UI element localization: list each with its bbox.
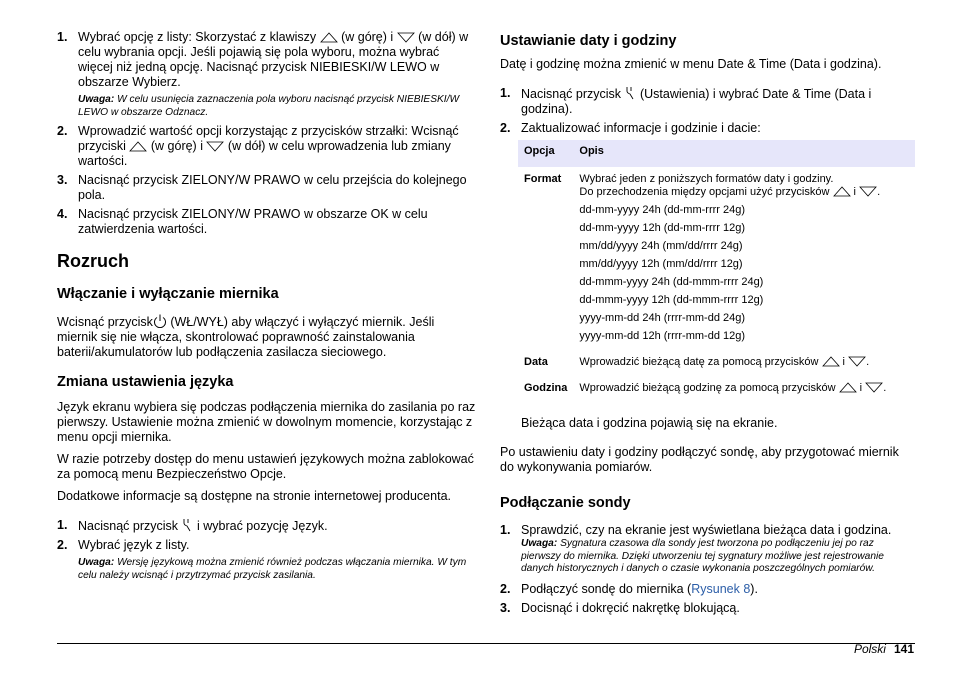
- table-header: Opis: [573, 140, 915, 167]
- paragraph: Język ekranu wybiera się podczas podłączenia miernika do zasilania po raz pierwszy. Ustawienie można zmienić w dowolnym momencie, korzystając z menu opcji miernika.: [57, 400, 476, 445]
- list-item: 1. Nacisnąć przycisk i wybrać pozycję Język.: [57, 518, 328, 534]
- wrench-icon: [625, 86, 637, 100]
- list-item: 2. Wprowadzić wartość opcji korzystając z przycisków strzałki: Wcisnąć przyciski (w górę) i (w dół) w celu wprowadzenia lub zmiany wartości.: [57, 124, 459, 169]
- list-item: 1. Sprawdzić, czy na ekranie jest wyświetlana bieżąca data i godzina.: [500, 523, 892, 537]
- list-item: 3. Docisnąć i dokręcić nakrętkę blokującą.: [500, 600, 740, 615]
- list-item: 2. Podłączyć sondę do miernika (Rysunek 8).: [500, 581, 758, 596]
- arrow-up-icon: [833, 186, 851, 197]
- wrench-icon: [182, 518, 194, 532]
- options-table: [518, 140, 915, 398]
- arrow-down-icon: [206, 141, 224, 152]
- list-item: 1. Nacisnąć przycisk (Ustawienia) i wybrać Date & Time (Data i godzina).: [500, 86, 872, 116]
- list-item: 2. Wybrać język z listy.: [57, 538, 190, 553]
- paragraph: W razie potrzeby dostęp do menu ustawień językowych można zablokować za pomocą menu Bezpieczeństwo Opcje.: [57, 452, 474, 482]
- arrow-up-icon: [839, 382, 857, 393]
- subsection-title-language: Zmiana ustawienia języka: [57, 374, 234, 391]
- paragraph: Po ustawieniu daty i godziny podłączyć sondę, aby przygotować miernik do wykonywania pomiarów.: [500, 445, 899, 474]
- note: Uwaga: W celu usunięcia zaznaczenia pola wyboru nacisnąć przycisk NIEBIESKI/W LEWO w obszarze Odznacz.: [78, 94, 460, 118]
- table-row: Data Wprowadzić bieżącą datę za pomocą przycisków i .: [524, 356, 870, 368]
- format-option: yyyy-mm-dd 24h (rrrr-mm-dd 24g): [579, 312, 746, 324]
- arrow-down-icon: [865, 382, 883, 393]
- page-footer: [854, 642, 914, 656]
- format-option: mm/dd/yyyy 24h (mm/dd/rrrr 24g): [579, 240, 743, 252]
- format-option: dd-mmm-yyyy 12h (dd-mmm-rrrr 12g): [579, 294, 764, 306]
- page-number: 141: [893, 642, 914, 656]
- list-item: 1. Wybrać opcję z listy: Skorzystać z klawiszy (w górę) i (w dół) w celu wybrania opcji. Jeśli pojawią się pola wyboru, można wybrać więcej niż jedną opcję. Nacisnąć przycisk NIEBIESKI/W LEWO w obszarze Wybierz.: [57, 30, 469, 89]
- format-option: dd-mm-yyyy 24h (dd-mm-rrrr 24g): [579, 204, 746, 216]
- footer-divider: [57, 643, 915, 644]
- section-title-rozruch: Rozruch: [57, 251, 129, 272]
- arrow-down-icon: [397, 32, 415, 43]
- list-item: 3. Nacisnąć przycisk ZIELONY/W PRAWO w celu przejścia do kolejnego pola.: [57, 173, 467, 203]
- figure-link[interactable]: Rysunek 8: [691, 581, 751, 596]
- paragraph: Datę i godzinę można zmienić w menu Date & Time (Data i godzina).: [500, 57, 882, 71]
- format-option: dd-mmm-yyyy 24h (dd-mmm-rrrr 24g): [579, 276, 764, 288]
- format-option: dd-mm-yyyy 12h (dd-mm-rrrr 12g): [579, 222, 746, 234]
- note: Uwaga: Sygnatura czasowa dla sondy jest tworzona po podłączeniu jej po raz pierwszy do miernika. Dzięki utworzeniu tej sygnatury możliwe jest rejestrowanie danych historycznych i danych o czasie wykonania poszczególnych pomiarów.: [521, 538, 884, 575]
- subsection-title-onoff: Włączanie i wyłączanie miernika: [57, 286, 279, 303]
- footer-language: Polski: [853, 642, 886, 656]
- note: Uwaga: Wersję językową można zmienić również podczas włączania miernika. W tym celu należy wcisnąć i przytrzymać przycisk zasilania.: [78, 557, 467, 581]
- power-icon: [153, 314, 167, 328]
- arrow-up-icon: [822, 356, 840, 367]
- arrow-down-icon: [859, 186, 877, 197]
- format-option: mm/dd/yyyy 12h (mm/dd/rrrr 12g): [579, 258, 743, 270]
- table-row: Godzina Wprowadzić bieżącą godzinę za pomocą przycisków i .: [524, 382, 887, 394]
- right-column: [500, 30, 915, 620]
- format-option: yyyy-mm-dd 12h (rrrr-mm-dd 12g): [579, 330, 746, 342]
- list-item: 2. Zaktualizować informacje i godzinie i dacie:: [500, 121, 761, 135]
- arrow-up-icon: [129, 141, 147, 152]
- left-column: [57, 30, 477, 587]
- paragraph: Bieżąca data i godzina pojawią się na ekranie.: [521, 416, 778, 430]
- paragraph: Dodatkowe informacje są dostępne na stronie internetowej producenta.: [57, 489, 451, 504]
- table-row: Format Wybrać jeden z poniższych formatów daty i godziny. Do przechodzenia między opcjami użyć przycisków i . dd-mm-yyyy 24h (dd-mm-rrrr 24g) dd-mm-yyyy 12h (dd-mm-rrrr 12g) mm/dd/yyyy 24h (mm/dd/rrrr 24g) mm/dd/yyyy 12h (mm/dd/rrrr 12g) dd-mmm-yyyy 24h (dd-mmm-rrrr 24g) dd-mmm-yyyy 12h (dd-mmm-rrrr 12g) yyyy-mm-dd 24h (rrrr-mm-dd 24g) yyyy-mm-dd 12h (rrrr-mm-dd 12g): [518, 167, 915, 346]
- arrow-up-icon: [320, 32, 338, 43]
- list-item: 4. Nacisnąć przycisk ZIELONY/W PRAWO w obszarze OK w celu zatwierdzenia wartości.: [57, 207, 428, 237]
- subsection-title-date: Ustawianie daty i godziny: [500, 33, 677, 49]
- subsection-title-probe: Podłączanie sondy: [500, 495, 631, 511]
- arrow-down-icon: [848, 356, 866, 367]
- table-header: Opcja: [518, 140, 573, 167]
- paragraph: Wcisnąć przycisk (WŁ/WYŁ) aby włączyć i wyłączyć miernik. Jeśli miernik się nie włącza, skontrolować poprawność zainstalowania baterii/akumulatorów lub podłączenia zasilacza sieciowego.: [57, 315, 435, 360]
